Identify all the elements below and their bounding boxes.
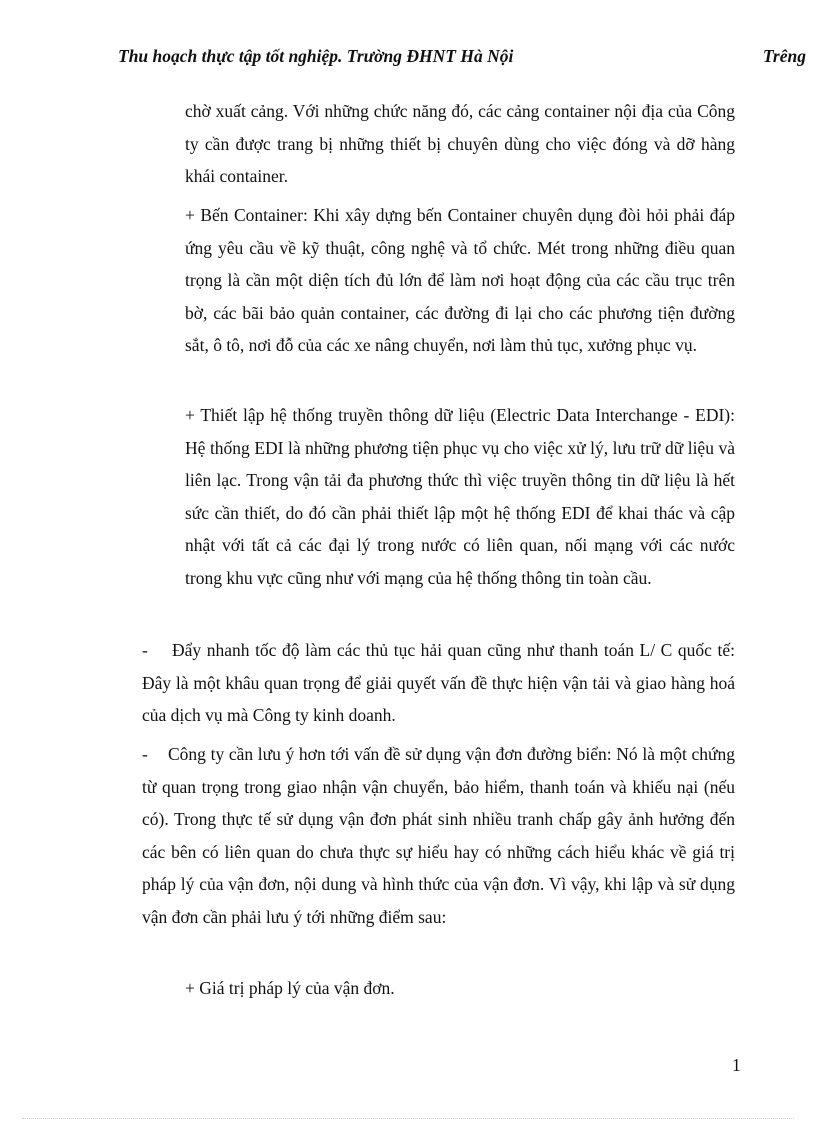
paragraph-container-terminal: + Bến Container: Khi xây dựng bến Container chuyên dụng đòi hỏi phải đáp ứng yêu cầu về kỹ thuật, công nghệ và tổ chức. Mét trong những điều quan trọng là cần một diện tích đủ lớn để làm nơi hoạt động của các cầu trục trên bờ, các bãi bảo quản container, các đường đi lại cho các phương tiện đường sắt, ô tô, nơi đỗ của các xe nâng chuyển, nơi làm thủ tục, xưởng phục vụ. bbox=[185, 205, 735, 356]
document-title: Thu hoạch thực tập tốt nghiệp. Trường ĐHNT Hà Nội bbox=[118, 46, 514, 66]
paragraph-customs: Đẩy nhanh tốc độ làm các thủ tục hải quan cũng như thanh toán L/ C quốc tế: Đây là một khâu quan trọng để giải quyết vấn đề thực hiện vận tải và giao hàng hoá của dịch vụ mà Công ty kinh doanh. bbox=[142, 640, 735, 726]
paragraph-legal-value: + Giá trị pháp lý của vận đơn. bbox=[185, 978, 395, 998]
header-page-label: Trêng bbox=[762, 46, 806, 66]
bullet-marker: - bbox=[142, 744, 148, 764]
page-number: 1 bbox=[732, 1055, 741, 1075]
paragraph: chờ xuất cảng. Với những chức năng đó, các cảng container nội địa của Công ty cần được trang bị những thiết bị chuyên dùng cho việc đóng và dỡ hàng khái container. bbox=[185, 101, 735, 187]
page-header bbox=[118, 46, 806, 76]
paragraph-edi: + Thiết lập hệ thống truyền thông dữ liệu (Electric Data Interchange - EDI): Hệ thống EDI là những phương tiện phục vụ cho việc xử lý, lưu trữ dữ liệu và liên lạc. Trong vận tải đa phương thức thì việc truyền thông tin dữ liệu là hết sức cần thiết, do đó cần phải thiết lập một hệ thống EDI để khai thác và cập nhật với tất cả các đại lý trong nước có liên quan, nối mạng với các nước trong khu vực cũng như với mạng của hệ thống thông tin toàn cầu. bbox=[185, 405, 735, 588]
footer-divider bbox=[22, 1118, 794, 1119]
paragraph-bill-of-lading: Công ty cần lưu ý hơn tới vấn đề sử dụng vận đơn đường biển: Nó là một chứng từ quan trọng trong giao nhận vận chuyển, bảo hiểm, thanh toán và khiếu nại (nếu có). Trong thực tế sử dụng vận đơn phát sinh nhiều tranh chấp gây ảnh hưởng đến các bên có liên quan do chưa thực sự hiểu hay có những cách hiểu khác về giá trị pháp lý của vận đơn, nội dung và hình thức của vận đơn. Vì vậy, khi lập và sử dụng vận đơn cần phải lưu ý tới những điểm sau: bbox=[142, 744, 735, 927]
bullet-marker: - bbox=[142, 640, 148, 660]
